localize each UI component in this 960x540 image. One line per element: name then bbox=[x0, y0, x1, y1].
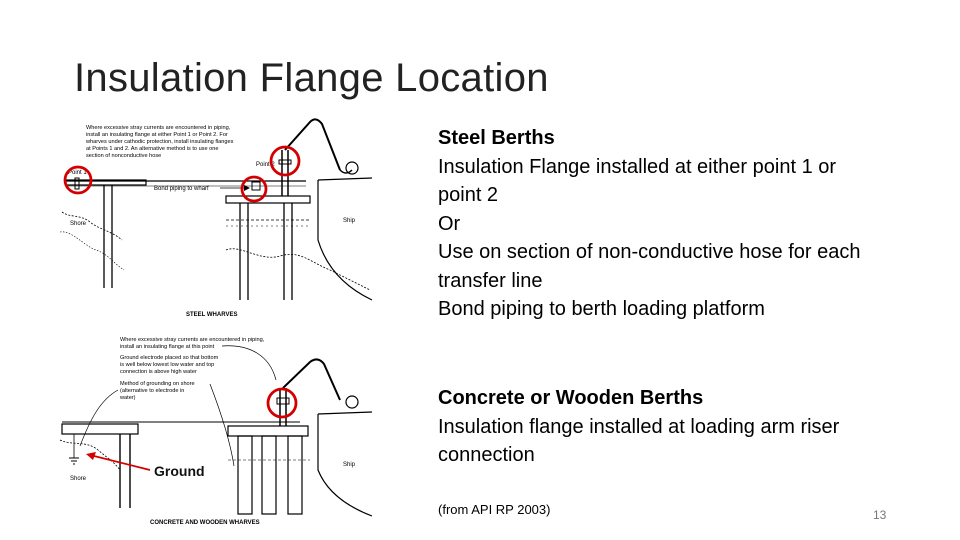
concrete-berths-line: Insulation flange installed at loading arm riser bbox=[438, 415, 840, 438]
source-citation: (from API RP 2003) bbox=[438, 502, 551, 517]
top-note-line: at Points 1 and 2. An alternative method is to use one bbox=[86, 146, 219, 152]
steel-berths-heading: Steel Berths bbox=[438, 127, 555, 149]
steel-berths-line: transfer line bbox=[438, 269, 543, 292]
method-note-line: (alternative to electrode in bbox=[120, 388, 185, 394]
riser-flange-highlight bbox=[268, 389, 296, 417]
concrete-berths-line: connection bbox=[438, 444, 535, 466]
electrode-note-line: is well below lowest low water and top bbox=[120, 362, 215, 368]
shore-deck-bottom bbox=[62, 424, 138, 434]
steel-wharves-figure bbox=[60, 119, 372, 318]
ground-label: Ground bbox=[154, 463, 205, 479]
top-note-line: install an insulating flange at either Point 1 or Point 2. For bbox=[86, 132, 228, 138]
electrode-note-line: Ground electrode placed so that bottom bbox=[120, 355, 219, 361]
page-number: 13 bbox=[873, 508, 887, 522]
concrete-berths-heading: Concrete or Wooden Berths bbox=[438, 387, 704, 409]
point1-label: Point 1 bbox=[68, 170, 87, 176]
bottom-note-line: Where excessive stray currents are encountered in piping, bbox=[120, 337, 265, 343]
top-note-line: Where excessive stray currents are encountered in piping, bbox=[86, 125, 231, 131]
method-note-line: water) bbox=[120, 395, 136, 401]
top-note-line: wharves under cathodic protection, install insulating flanges bbox=[86, 139, 234, 145]
bottom-note-line: install an insulating flange at this point bbox=[120, 344, 215, 350]
bottom-caption: CONCRETE AND WOODEN WHARVES bbox=[150, 520, 260, 526]
method-note-line: Method of grounding on shore bbox=[120, 381, 195, 387]
slide-title: Insulation Flange Location bbox=[74, 56, 549, 100]
point2-highlight bbox=[271, 147, 299, 175]
steel-wharf-deck bbox=[226, 196, 310, 203]
steel-berths-line: Bond piping to berth loading platform bbox=[438, 298, 765, 320]
bottom-ship-label: Ship bbox=[343, 462, 356, 468]
electrode-note-line: connection is above high water bbox=[120, 369, 197, 375]
bond-label: Bond piping to wharf bbox=[154, 186, 209, 192]
concrete-berths-text bbox=[438, 384, 908, 470]
top-note-line: section of nonconductive hose bbox=[86, 153, 162, 159]
point2-label: Point 2 bbox=[256, 162, 275, 168]
concrete-wharf-deck bbox=[228, 426, 308, 436]
top-ship-label: Ship bbox=[343, 218, 356, 224]
steel-berths-line: point 2 bbox=[438, 184, 499, 206]
bottom-shore-label: Shore bbox=[70, 476, 87, 482]
concrete-wharves-figure bbox=[60, 337, 372, 526]
steel-berths-line: Insulation Flange installed at either point 1 or bbox=[438, 155, 837, 178]
top-shore-label: Shore bbox=[70, 221, 87, 227]
ship-hull-top bbox=[318, 180, 372, 300]
steel-berths-text bbox=[438, 124, 908, 324]
steel-berths-line: Or bbox=[438, 212, 461, 235]
steel-berths-line: Use on section of non-conductive hose for each bbox=[438, 241, 861, 263]
top-caption: STEEL WHARVES bbox=[186, 312, 238, 318]
